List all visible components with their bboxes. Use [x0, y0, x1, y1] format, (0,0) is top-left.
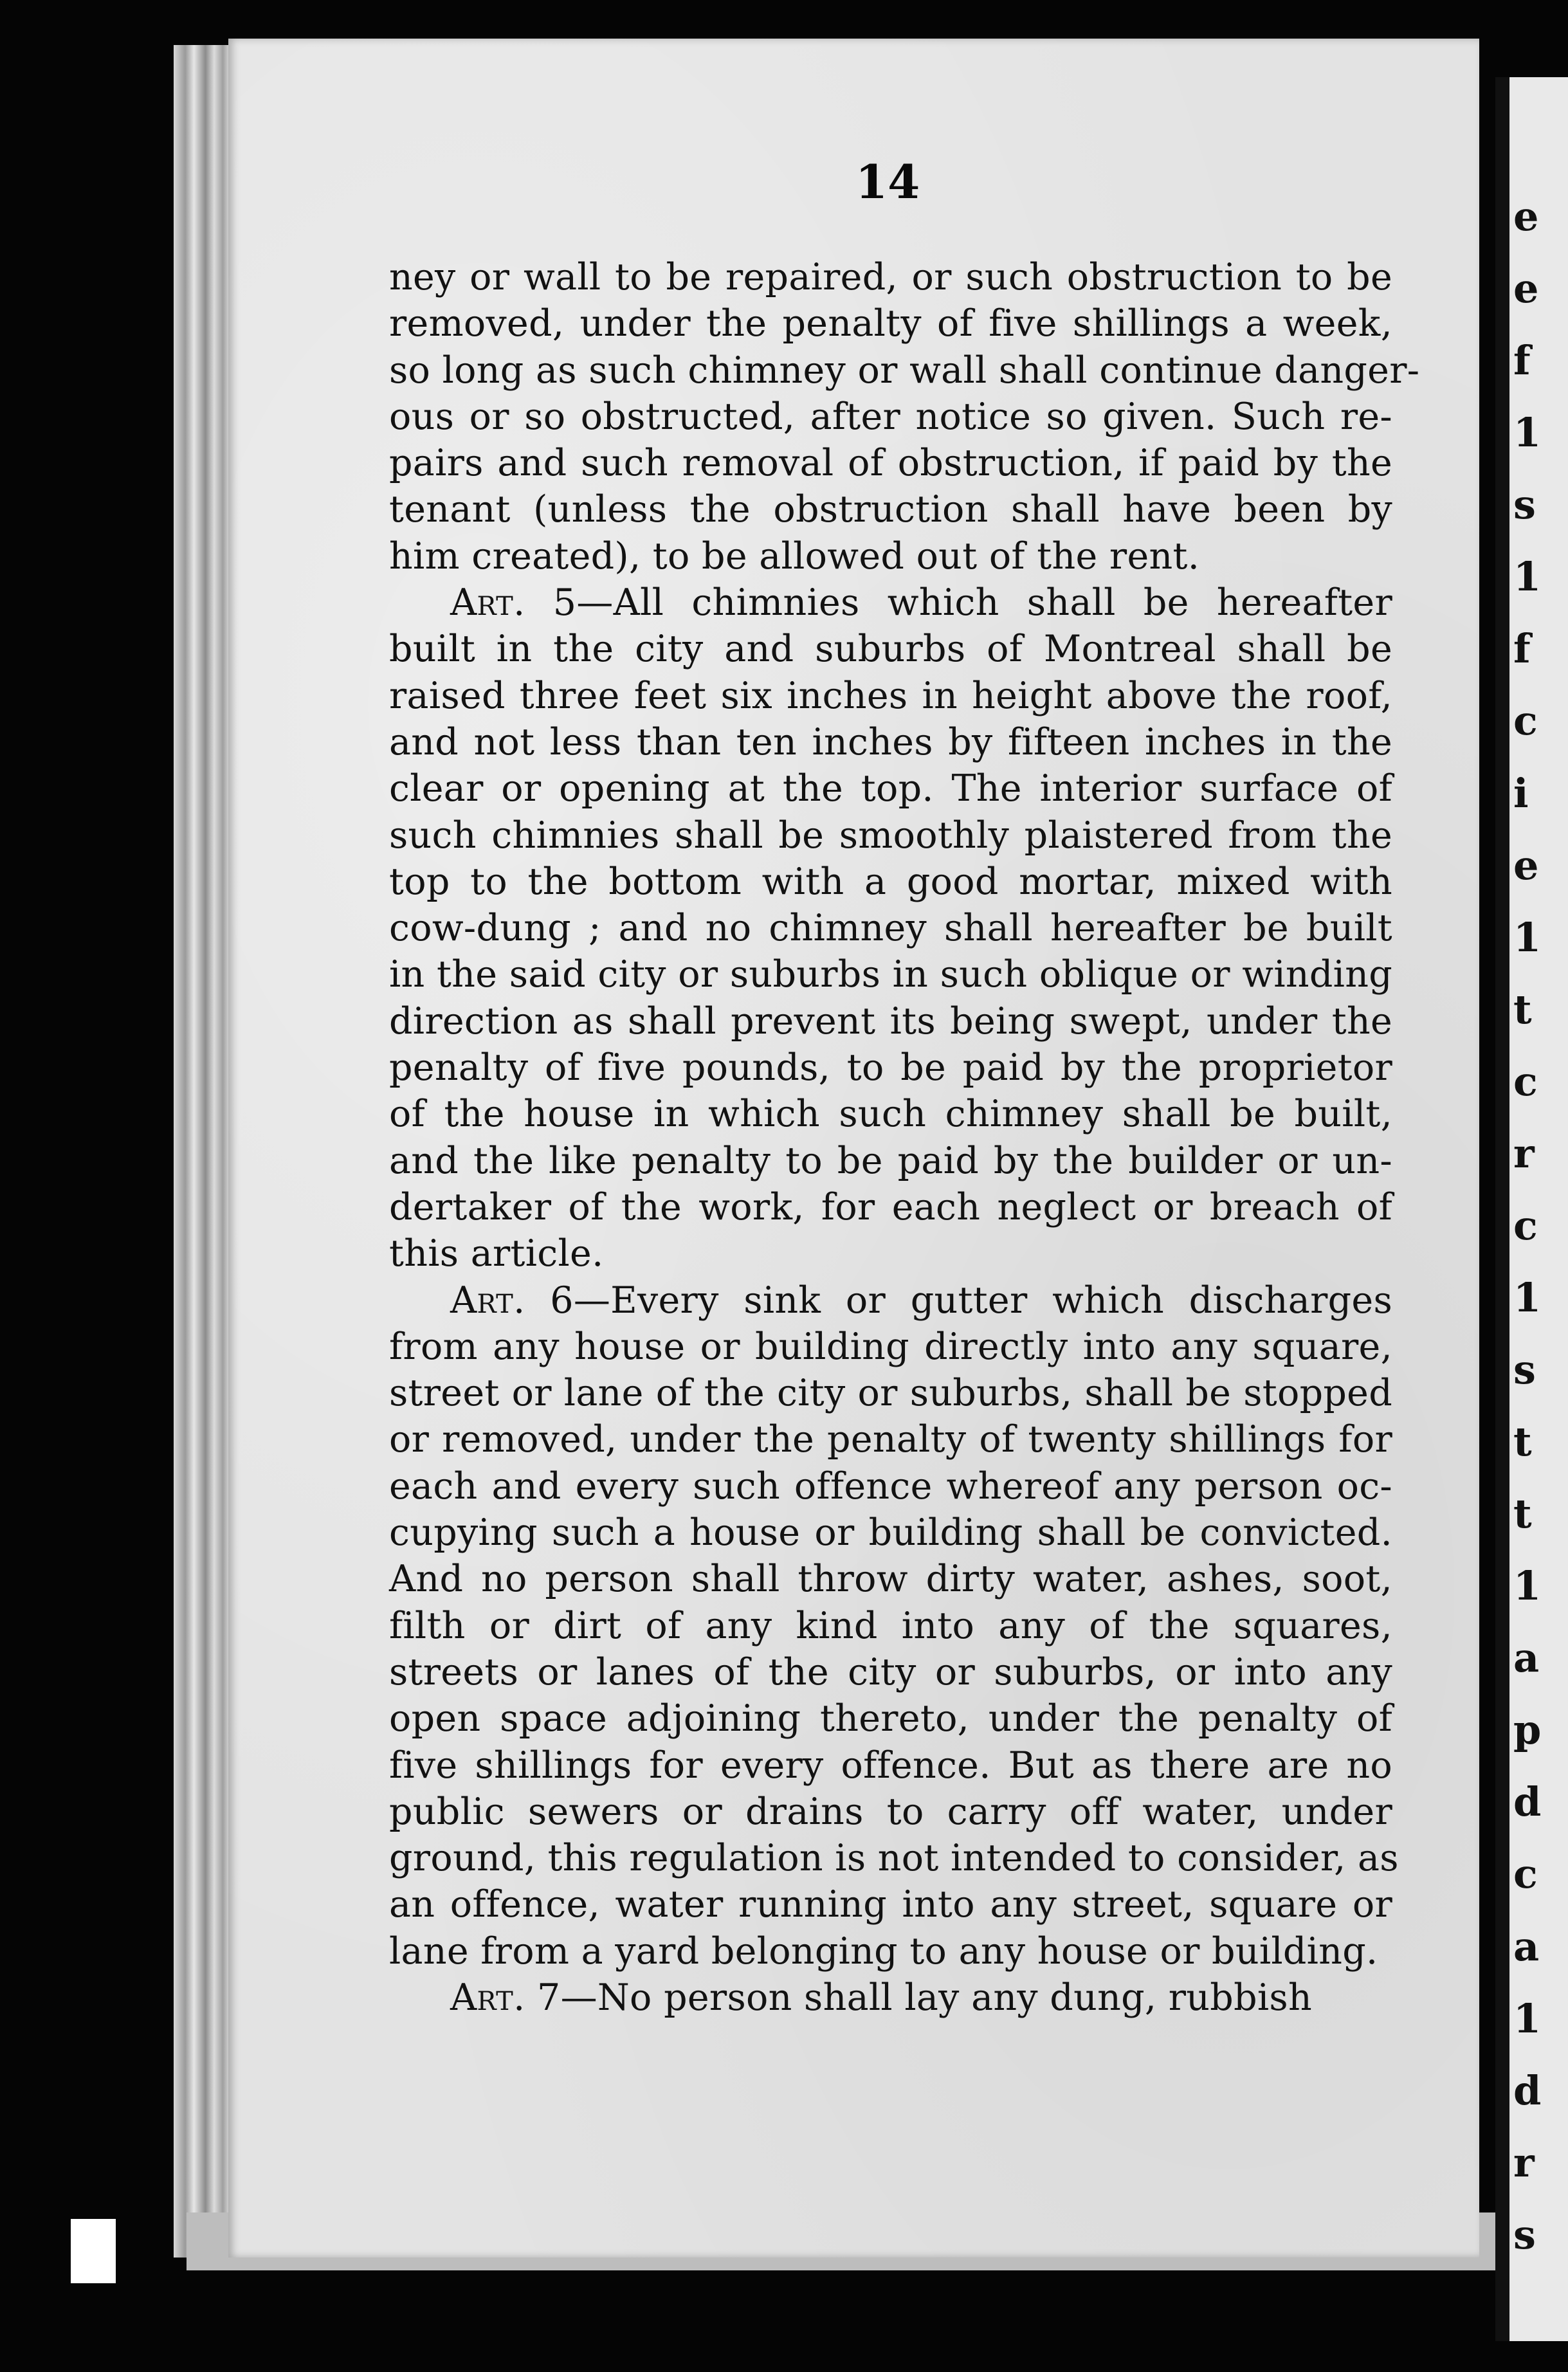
text-line: so long as such chimney or wall shall continue danger- — [389, 349, 1420, 392]
text-line: ground, this regulation is not intended to consider, as — [389, 1837, 1399, 1880]
text-line: —No person shall lay any dung, rubbish — [560, 1976, 1312, 2019]
adjacent-page-fragment: 1 — [1513, 1562, 1542, 1610]
adjacent-page-fragment: f — [1513, 337, 1531, 385]
adjacent-page-fragment: t — [1513, 1490, 1532, 1538]
text-line: an offence, water running into any street, square or — [389, 1883, 1392, 1926]
text-line: five shillings for every offence. But as there are no — [389, 1744, 1392, 1787]
text-line: ous or so obstructed, after notice so given. Such re- — [389, 395, 1392, 438]
text-line: built in the city and suburbs of Montreal shall be — [389, 628, 1392, 671]
adjacent-page-fragment: c — [1513, 697, 1538, 745]
text-line: ney or wall to be repaired, or such obstruction to be — [389, 256, 1392, 298]
adjacent-page-fragment: t — [1513, 1418, 1532, 1466]
adjacent-page-fragment: e — [1513, 193, 1539, 240]
page-body — [389, 254, 1420, 2021]
text-line: cow-dung ; and no chimney shall hereafter be built — [389, 907, 1392, 950]
text-line: public sewers or drains to carry off water, under — [389, 1790, 1392, 1833]
adjacent-page-fragment: d — [1513, 1778, 1542, 1826]
text-line: of the house in which such chimney shall be built, — [389, 1093, 1392, 1136]
text-line: such chimnies shall be smoothly plaistered from the — [389, 814, 1392, 857]
adjacent-page-fragment: 1 — [1513, 1273, 1542, 1321]
text-line: removed, under the penalty of five shillings a week, — [389, 302, 1392, 345]
text-line: top to the bottom with a good mortar, mixed with — [389, 860, 1392, 903]
adjacent-page-fragment: s — [1513, 2211, 1536, 2258]
text-line: pairs and such removal of obstruction, if paid by the — [389, 442, 1392, 485]
text-line: lane from a yard belonging to any house or building. — [389, 1930, 1378, 1973]
text-line: direction as shall prevent its being swept, under the — [389, 999, 1392, 1043]
text-line: streets or lanes of the city or suburbs, or into any — [389, 1650, 1392, 1693]
adjacent-page-fragment: 1 — [1513, 409, 1542, 457]
article-6-label: Art. 6 — [450, 1279, 574, 1322]
text-line: —All chimnies which shall be hereafter — [576, 581, 1392, 625]
text-line: And no person shall throw dirty water, ashes, soot, — [389, 1558, 1392, 1601]
article-6-heading-line — [389, 1277, 1392, 1324]
adjacent-page-fragment: e — [1513, 265, 1539, 313]
article-7-label: Art. 7 — [450, 1976, 561, 2019]
adjacent-page-fragment: c — [1513, 1201, 1538, 1249]
adjacent-page-fragment: 1 — [1513, 1994, 1542, 2042]
article-7-heading-line — [389, 1975, 1392, 2021]
text-line: him created), to be allowed out of the rent. — [389, 534, 1200, 578]
article-5-heading-line — [389, 579, 1392, 626]
corner-patch — [71, 2219, 116, 2283]
text-line: and not less than ten inches by fifteen inches in the — [389, 720, 1392, 763]
adjacent-page-fragment: a — [1513, 1922, 1540, 1970]
text-line: cupying such a house or building shall be convicted. — [389, 1511, 1392, 1555]
text-line: filth or dirt of any kind into any of the squares, — [389, 1604, 1392, 1647]
text-line: in the said city or suburbs in such oblique or winding — [389, 953, 1392, 996]
adjacent-page-fragment: t — [1513, 985, 1532, 1033]
adjacent-page-edge — [1495, 77, 1568, 2341]
text-line: clear or opening at the top. The interior surface of — [389, 767, 1392, 810]
adjacent-page-fragment: c — [1513, 1850, 1538, 1898]
text-line: penalty of five pounds, to be paid by the proprietor — [389, 1046, 1392, 1090]
adjacent-page-fragment: 1 — [1513, 553, 1542, 601]
page-stack-edge — [174, 45, 233, 2258]
page-number: 14 — [855, 154, 920, 209]
adjacent-page-fragment: c — [1513, 1057, 1538, 1105]
adjacent-page-fragment: e — [1513, 841, 1539, 889]
text-line: and the like penalty to be paid by the builder or un- — [389, 1139, 1392, 1182]
text-line: open space adjoining thereto, under the penalty of — [389, 1697, 1392, 1740]
text-line: street or lane of the city or suburbs, shall be stopped — [389, 1372, 1392, 1415]
adjacent-page-fragment: s — [1513, 481, 1536, 529]
adjacent-page-fragment: i — [1513, 769, 1529, 817]
text-line: from any house or building directly into any square, — [389, 1325, 1392, 1368]
adjacent-page-fragment: p — [1513, 1706, 1542, 1754]
adjacent-page-fragment: r — [1513, 2139, 1535, 2186]
adjacent-page-fragment: s — [1513, 1346, 1536, 1394]
adjacent-page-fragment: a — [1513, 1634, 1540, 1682]
adjacent-page-fragment: 1 — [1513, 913, 1542, 961]
article-5-label: Art. 5 — [450, 581, 577, 625]
adjacent-page-fragment: d — [1513, 2066, 1542, 2114]
text-line: or removed, under the penalty of twenty shillings for — [389, 1418, 1392, 1461]
text-line: tenant (unless the obstruction shall have been by — [389, 488, 1392, 531]
text-line: this article. — [389, 1232, 604, 1275]
text-line: raised three feet six inches in height above the roof, — [389, 674, 1392, 717]
adjacent-page-fragment: r — [1513, 1129, 1535, 1177]
text-line: dertaker of the work, for each neglect or breach of — [389, 1185, 1392, 1228]
adjacent-page-fragment: f — [1513, 625, 1531, 673]
text-line: each and every such offence whereof any person oc- — [389, 1464, 1392, 1508]
text-line: —Every sink or gutter which discharges — [573, 1279, 1392, 1322]
